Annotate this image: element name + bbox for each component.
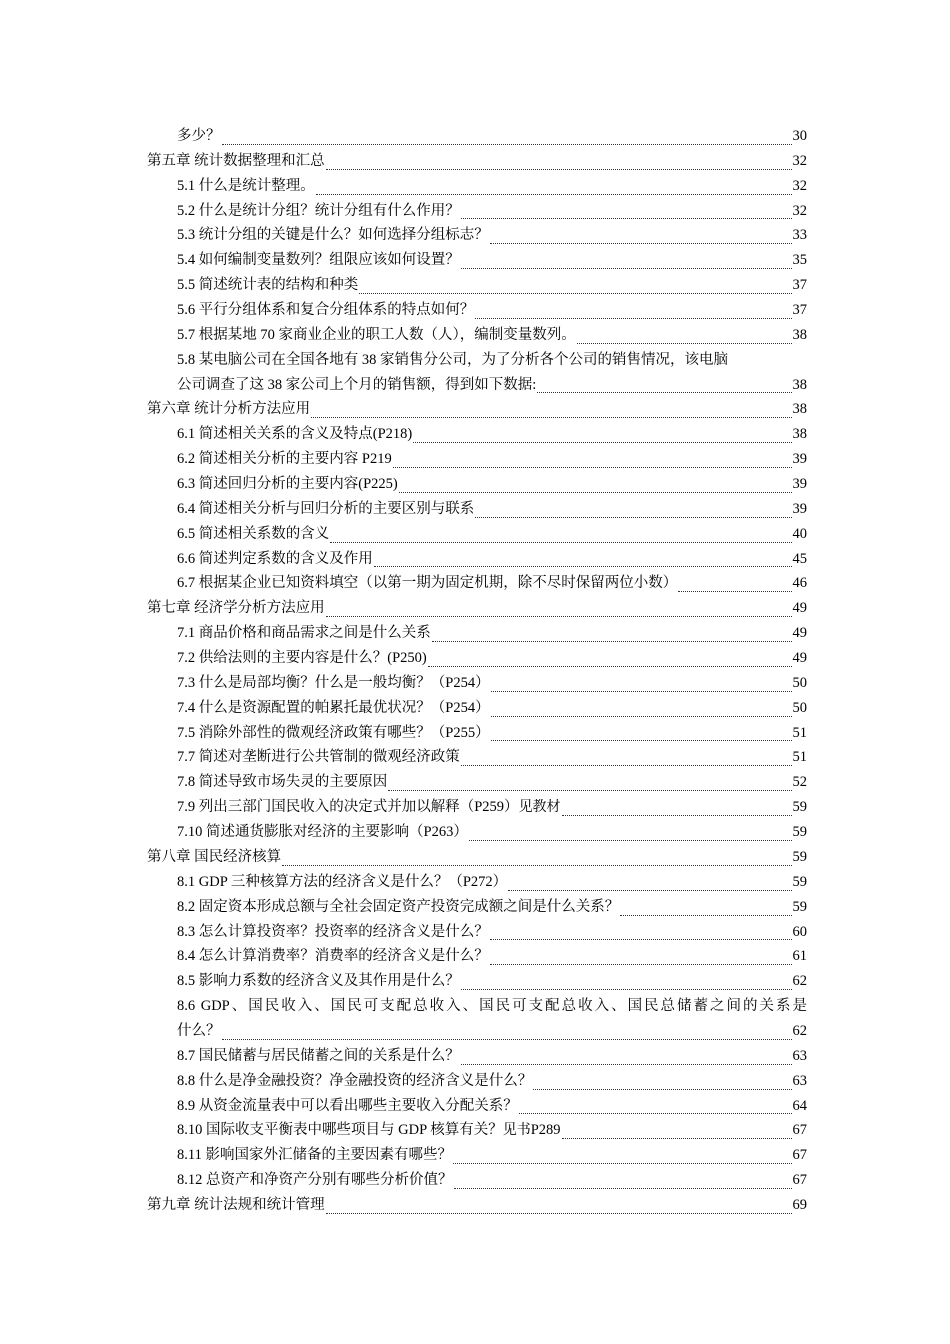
toc-entry[interactable] — [147, 671, 807, 696]
toc-entry[interactable] — [147, 770, 807, 795]
toc-page-number: 49 — [792, 650, 807, 667]
toc-page-number: 59 — [792, 873, 807, 890]
toc-entry[interactable] — [147, 199, 807, 224]
dot-leader — [282, 845, 791, 866]
toc-page-number: 51 — [792, 724, 807, 741]
toc-page-number: 32 — [792, 177, 807, 194]
toc-page-number: 39 — [792, 500, 807, 517]
toc-entry-label: 6.5 简述相关系数的含义 — [177, 525, 330, 542]
dot-leader — [399, 472, 792, 493]
dot-leader — [388, 770, 791, 791]
toc-entry-label: 5.8 某电脑公司在全国各地有 38 家销售分公司，为了分析各个公司的销售情况，该电脑 — [177, 351, 728, 368]
toc-entry[interactable] — [147, 745, 807, 770]
toc-entry-label: 7.5 消除外部性的微观经济政策有哪些？（P255） — [177, 724, 490, 741]
toc-entry-label: 7.1 商品价格和商品需求之间是什么关系 — [177, 625, 431, 642]
toc-page-number: 69 — [792, 1196, 807, 1213]
toc-entry-label: 8.8 什么是净金融投资？净金融投资的经济含义是什么？ — [177, 1072, 533, 1089]
toc-page-number: 67 — [792, 1147, 807, 1164]
toc-page-number: 63 — [792, 1072, 807, 1089]
dot-leader — [222, 1019, 792, 1040]
toc-entry-label: 5.5 简述统计表的结构和种类 — [177, 277, 359, 294]
toc-page-number: 64 — [792, 1097, 807, 1114]
toc-page-number: 35 — [792, 252, 807, 269]
toc-entry[interactable] — [147, 472, 807, 497]
toc-entry[interactable] — [147, 373, 807, 398]
toc-entry-label: 公司调查了这 38 家公司上个月的销售额，得到如下数据: — [177, 376, 537, 393]
toc-page-number: 60 — [792, 923, 807, 940]
dot-leader — [508, 870, 791, 891]
toc-entry[interactable] — [147, 223, 807, 248]
dot-leader — [519, 1093, 792, 1114]
toc-entry-label: 6.2 简述相关分析的主要内容 P219 — [177, 451, 392, 468]
toc-entry-label: 8.7 国民储蓄与居民储蓄之间的关系是什么？ — [177, 1047, 460, 1064]
toc-page-number: 62 — [792, 1022, 807, 1039]
toc-chapter-entry[interactable] — [147, 596, 807, 621]
toc-entry[interactable] — [147, 820, 807, 845]
toc-entry[interactable] — [147, 1019, 807, 1044]
dot-leader — [428, 646, 792, 667]
toc-entry-label: 7.8 简述导致市场失灵的主要原因 — [177, 774, 388, 791]
toc-page-number: 67 — [792, 1122, 807, 1139]
toc-entry-label: 什么？ — [177, 1022, 221, 1039]
toc-entry-label: 8.1 GDP 三种核算方法的经济含义是什么？（P272） — [177, 873, 508, 890]
toc-page-number: 67 — [792, 1172, 807, 1189]
toc-page-number: 33 — [792, 227, 807, 244]
toc-entry-label: 第七章 经济学分析方法应用 — [147, 600, 325, 617]
dot-leader — [620, 895, 791, 916]
toc-page-number: 39 — [792, 451, 807, 468]
toc-entry[interactable] — [147, 174, 807, 199]
toc-entry-label: 第六章 统计分析方法应用 — [147, 401, 311, 418]
toc-page-number: 37 — [792, 302, 807, 319]
dot-leader — [222, 124, 792, 145]
toc-entry-label: 5.7 根据某地 70 家商业企业的职工人数（人），编制变量数列。 — [177, 326, 576, 343]
toc-page-number: 51 — [792, 749, 807, 766]
dot-leader — [562, 795, 792, 816]
toc-entry-label: 8.12 总资产和净资产分别有哪些分析价值？ — [177, 1172, 453, 1189]
dot-leader — [326, 1193, 792, 1214]
toc-entry[interactable] — [147, 522, 807, 547]
toc-page-number: 38 — [792, 426, 807, 443]
toc-page-number: 50 — [792, 674, 807, 691]
dot-leader — [393, 447, 792, 468]
toc-entry[interactable] — [147, 1143, 807, 1168]
toc-page-number: 59 — [792, 824, 807, 841]
toc-entry-label: 8.9 从资金流量表中可以看出哪些主要收入分配关系？ — [177, 1097, 518, 1114]
toc-entry-note: 见教材 — [518, 799, 561, 816]
dot-leader — [374, 546, 792, 567]
toc-entry[interactable] — [147, 1168, 807, 1193]
toc-entry[interactable] — [147, 870, 807, 895]
toc-page-number: 30 — [792, 128, 807, 144]
toc-entry-label: 7.4 什么是资源配置的帕累托最优状况？（P254） — [177, 699, 490, 716]
toc-entry[interactable] — [147, 1044, 807, 1069]
toc-page-number: 39 — [792, 476, 807, 493]
dot-leader — [475, 497, 791, 518]
toc-entry[interactable] — [147, 248, 807, 273]
toc-entry-label: 第八章 国民经济核算 — [147, 848, 282, 865]
toc-entry[interactable] — [147, 571, 807, 596]
toc-page-number: 37 — [792, 277, 807, 294]
dot-leader — [491, 696, 792, 717]
toc-entry-label: 6.4 简述相关分析与回归分析的主要区别与联系 — [177, 500, 475, 517]
toc-page-number: 38 — [792, 326, 807, 343]
dot-leader — [490, 919, 792, 940]
toc-entry-label: 7.7 简述对垄断进行公共管制的微观经济政策 — [177, 749, 460, 766]
toc-entry-label: 8.2 固定资本形成总额与全社会固定资产投资完成额之间是什么关系？ — [177, 898, 620, 915]
dot-leader — [326, 149, 792, 170]
toc-page-number: 49 — [792, 625, 807, 642]
toc-entry[interactable] — [147, 721, 807, 746]
dot-leader — [326, 596, 792, 617]
toc-entry[interactable] — [147, 621, 807, 646]
toc-page-number: 40 — [792, 525, 807, 542]
dot-leader — [316, 174, 792, 195]
toc-entry-label: 8.4 怎么计算消费率？消费率的经济含义是什么？ — [177, 948, 489, 965]
toc-entry[interactable] — [147, 298, 807, 323]
toc-entry[interactable] — [147, 696, 807, 721]
dot-leader — [678, 571, 791, 592]
dot-leader — [311, 397, 791, 418]
toc-page-number: 50 — [792, 699, 807, 716]
toc-entry[interactable] — [147, 969, 807, 994]
toc-page-number: 62 — [792, 973, 807, 990]
toc-entry-label: 5.1 什么是统计整理。 — [177, 177, 315, 194]
toc-entry-label: 6.3 简述回归分析的主要内容(P225) — [177, 476, 398, 493]
toc-page-number: 32 — [792, 152, 807, 169]
toc-entry[interactable] — [147, 646, 807, 671]
toc-entry-label: 8.3 怎么计算投资率？投资率的经济含义是什么？ — [177, 923, 489, 940]
toc-entry-label: 6.6 简述判定系数的含义及作用 — [177, 550, 373, 567]
toc-entry-page-ref: P289 — [530, 1122, 561, 1139]
toc-chapter-entry[interactable] — [147, 397, 807, 422]
toc-entry-label: 5.2 什么是统计分组？统计分组有什么作用？ — [177, 202, 460, 219]
toc-entry[interactable] — [147, 273, 807, 298]
toc-entry[interactable] — [147, 348, 807, 373]
toc-entry-label: 7.9 列出三部门国民收入的决定式并加以解释（P259） — [177, 799, 519, 816]
dot-leader — [330, 522, 791, 543]
toc-entry[interactable] — [147, 944, 807, 969]
toc-page-number: 32 — [792, 202, 807, 219]
toc-entry-label: 5.4 如何编制变量数列？组限应该如何设置？ — [177, 252, 460, 269]
toc-entry-label: 6.1 简述相关关系的含义及特点(P218) — [177, 426, 413, 443]
toc-entry[interactable] — [147, 447, 807, 472]
dot-leader — [562, 1118, 792, 1139]
toc-page-number: 38 — [792, 401, 807, 418]
dot-leader — [577, 323, 792, 344]
dot-leader — [413, 422, 791, 443]
dot-leader — [461, 198, 792, 219]
toc-page-number: 46 — [792, 575, 807, 592]
dot-leader — [491, 671, 792, 692]
dot-leader — [453, 1143, 792, 1164]
toc-entry-label: 7.10 简述通货膨胀对经济的主要影响（P263） — [177, 824, 468, 841]
toc-entry[interactable] — [147, 497, 807, 522]
toc-entry-note: 见书 — [502, 1122, 531, 1139]
toc-chapter-entry[interactable] — [147, 845, 807, 870]
toc-entry[interactable] — [147, 1069, 807, 1094]
toc-entry[interactable] — [147, 124, 807, 149]
dot-leader — [359, 273, 791, 294]
toc-page-number: 38 — [792, 376, 807, 393]
dot-leader — [469, 820, 792, 841]
dot-leader — [461, 1044, 792, 1065]
toc-entry-label: 第九章 统计法规和统计管理 — [147, 1196, 325, 1213]
toc-chapter-entry[interactable] — [147, 149, 807, 174]
toc-chapter-entry[interactable] — [147, 1193, 807, 1218]
toc-entry-label: 5.6 平行分组体系和复合分组体系的特点如何？ — [177, 302, 475, 319]
toc-entry[interactable] — [147, 895, 807, 920]
toc-entry-label: 8.5 影响力系数的经济含义及其作用是什么？ — [177, 973, 460, 990]
toc-entry-label: 8.6 GDP、国民收入、国民可支配总收入、国民可支配总收入、国民总储蓄之间的关系是 — [177, 998, 807, 1015]
dot-leader — [461, 248, 792, 269]
toc-entry-label: 7.3 什么是局部均衡？什么是一般均衡？（P254） — [177, 674, 490, 691]
dot-leader — [461, 745, 792, 766]
dot-leader — [490, 223, 792, 244]
toc-entry[interactable] — [147, 920, 807, 945]
toc-entry[interactable] — [147, 422, 807, 447]
dot-leader — [475, 298, 791, 319]
toc-entry[interactable] — [147, 795, 807, 820]
toc-page-number: 59 — [792, 898, 807, 915]
toc-page-number: 63 — [792, 1047, 807, 1064]
toc-entry-label: 第五章 统计数据整理和汇总 — [147, 152, 325, 169]
toc-page-number: 49 — [792, 600, 807, 617]
toc-page-number: 61 — [792, 948, 807, 965]
toc-entry[interactable] — [147, 547, 807, 572]
toc-entry[interactable] — [147, 1118, 807, 1143]
toc-entry-label: 6.7 根据某企业已知资料填空（以第一期为固定机期，除不尽时保留两位小数） — [177, 575, 678, 592]
toc-page-number: 45 — [792, 550, 807, 567]
toc-page-number: 59 — [792, 799, 807, 816]
toc-entry-label: 7.2 供给法则的主要内容是什么？(P250) — [177, 650, 427, 667]
toc-entry[interactable] — [147, 994, 807, 1019]
dot-leader — [461, 969, 792, 990]
toc-entry-label: 5.3 统计分组的关键是什么？如何选择分组标志？ — [177, 227, 489, 244]
dot-leader — [533, 1069, 791, 1090]
dot-leader — [454, 1168, 792, 1189]
dot-leader — [537, 372, 791, 393]
toc-entry[interactable] — [147, 323, 807, 348]
dot-leader — [491, 720, 792, 741]
toc-page-number: 52 — [792, 774, 807, 791]
dot-leader — [490, 944, 792, 965]
toc-entry[interactable] — [147, 1094, 807, 1119]
dot-leader — [432, 621, 792, 642]
toc-entry-label: 多少？ — [177, 128, 221, 144]
toc-page-number: 59 — [792, 848, 807, 865]
toc-entry-label: 8.10 国际收支平衡表中哪些项目与 GDP 核算有关？ — [177, 1122, 503, 1139]
toc-entry-label: 8.11 影响国家外汇储备的主要因素有哪些？ — [177, 1147, 452, 1164]
table-of-contents — [147, 124, 807, 1218]
